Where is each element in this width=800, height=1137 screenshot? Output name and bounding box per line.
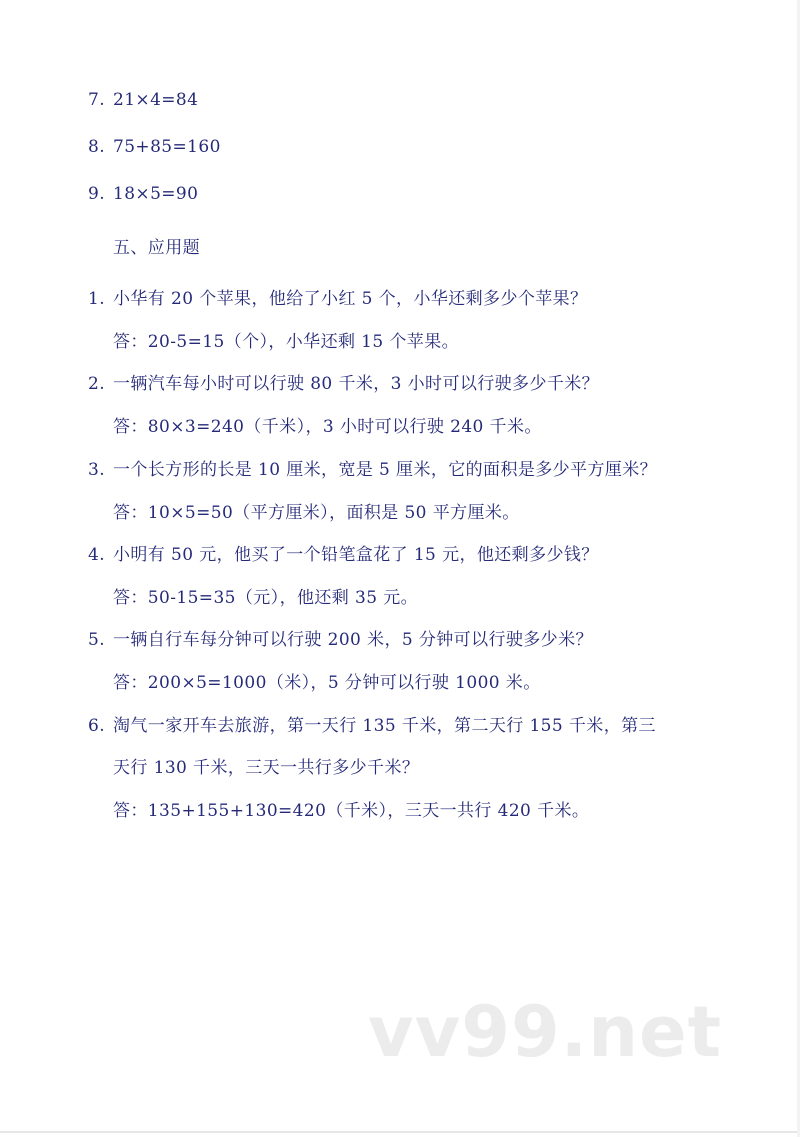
item-number: 7. [88, 90, 106, 110]
item-text: 18×5=90 [113, 184, 199, 204]
question-text: 小明有 50 元，他买了一个铅笔盒花了 15 元，他还剩多少钱？ [113, 545, 599, 565]
item-number: 9. [88, 184, 106, 204]
answer-text: 答：80×3=240（千米），3 小时可以行驶 240 千米。 [113, 417, 542, 437]
problem-number: 4. [88, 545, 106, 565]
item-number: 8. [88, 137, 106, 157]
watermark: vv99.net [368, 991, 723, 1073]
question-text-continued: 天行 130 千米，三天一共行多少千米？ [113, 758, 420, 778]
question-text: 一辆自行车每分钟可以行驶 200 米，5 分钟可以行驶多少米？ [113, 630, 593, 650]
item-text: 75+85=160 [113, 137, 221, 157]
question-text: 小华有 20 个苹果，他给了小红 5 个，小华还剩多少个苹果？ [113, 289, 588, 309]
answer-text: 答：10×5=50（平方厘米），面积是 50 平方厘米。 [113, 503, 520, 523]
problem-number: 6. [88, 716, 106, 736]
answer-text: 答：50-15=35（元），他还剩 35 元。 [113, 588, 419, 608]
section-heading: 五、应用题 [113, 238, 200, 258]
question-text: 一辆汽车每小时可以行驶 80 千米，3 小时可以行驶多少千米？ [113, 374, 600, 394]
answer-text: 答：135+155+130=420（千米），三天一共行 420 千米。 [113, 801, 590, 821]
question-text: 一个长方形的长是 10 厘米，宽是 5 厘米，它的面积是多少平方厘米？ [113, 460, 658, 480]
problem-number: 3. [88, 460, 106, 480]
problem-number: 2. [88, 374, 106, 394]
problem-number: 5. [88, 630, 106, 650]
answer-text: 答：200×5=1000（米），5 分钟可以行驶 1000 米。 [113, 673, 541, 693]
item-text: 21×4=84 [113, 90, 199, 110]
problem-number: 1. [88, 289, 106, 309]
page-bottom-border [0, 1131, 800, 1133]
answer-text: 答：20-5=15（个），小华还剩 15 个苹果。 [113, 332, 460, 352]
question-text: 淘气一家开车去旅游，第一天行 135 千米，第二天行 155 千米，第三 [113, 716, 656, 736]
